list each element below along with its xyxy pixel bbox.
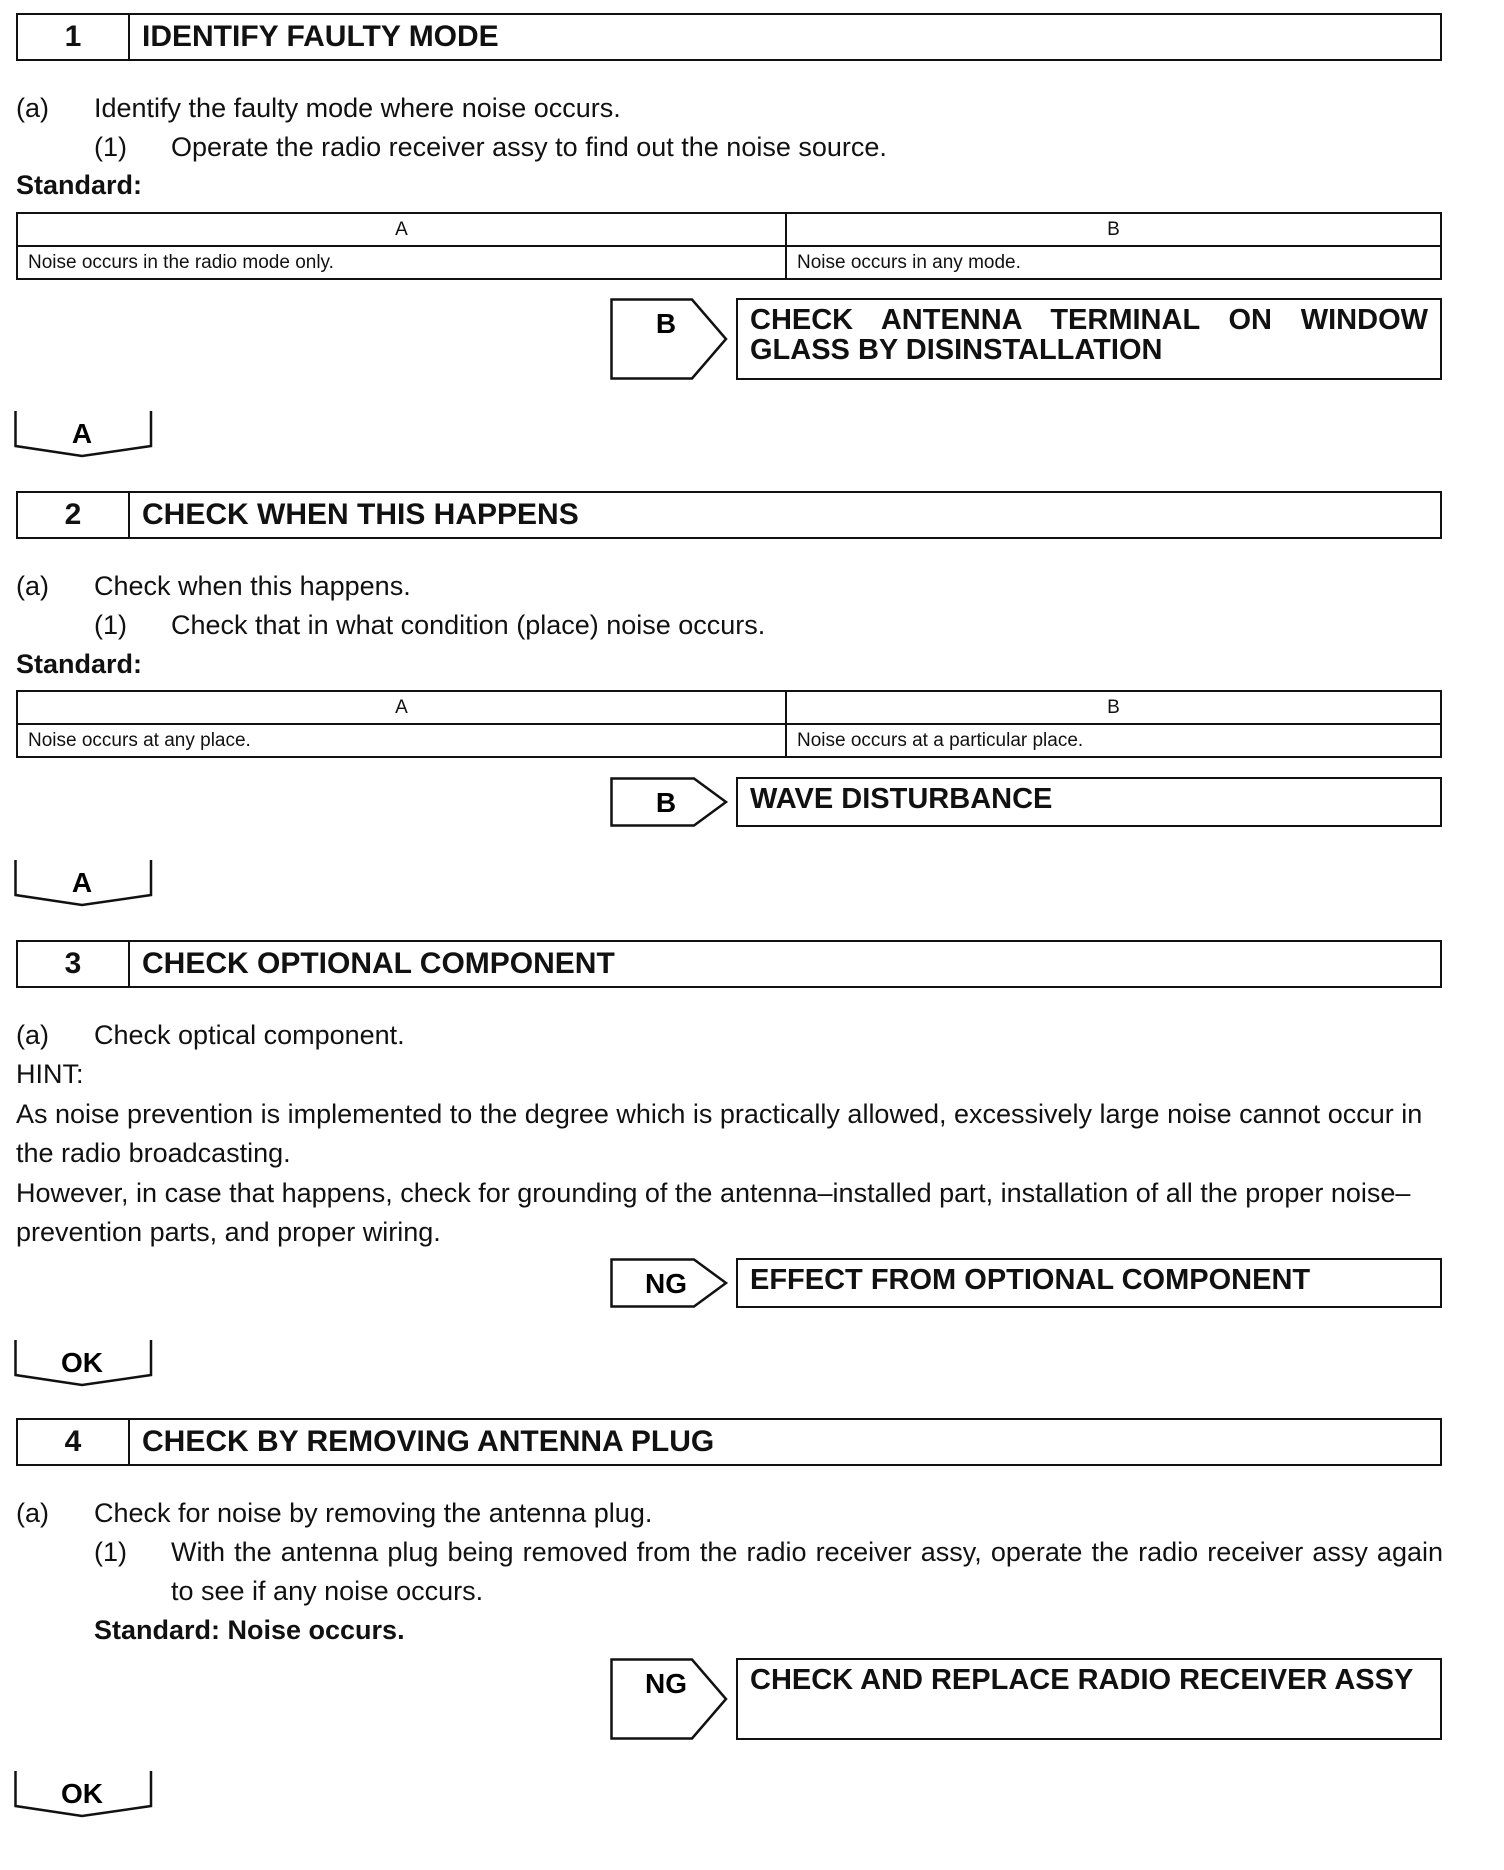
hint-paragraph: As noise prevention is implemented to the degree which is practically allowed, excessively large noise cannot occur in the radio broadcasting. <box>16 1099 1423 1168</box>
next-step-arrow <box>14 1769 154 1819</box>
branch-arrow <box>610 777 730 827</box>
subitem-text: With the antenna plug being removed from the radio receiver assy, operate the radio receiver assy again to see if any noise occurs. <box>171 1537 1443 1606</box>
subitem-label: (1) <box>94 132 127 162</box>
table-header-a: A <box>17 213 786 246</box>
hint-label: HINT: <box>16 1059 84 1089</box>
table-header-b: B <box>786 213 1441 246</box>
branch-result: CHECK AND REPLACE RADIO RECEIVER ASSY <box>736 1658 1442 1740</box>
branch-arrow <box>610 1658 730 1740</box>
branch-arrow <box>610 1258 730 1308</box>
item-text: Check when this happens. <box>94 571 411 601</box>
item-label: (a) <box>16 1020 49 1050</box>
branch-arrow <box>610 298 730 380</box>
branch-label: B <box>655 787 677 818</box>
next-label: A <box>71 418 93 449</box>
table-cell-b: Noise occurs in any mode. <box>786 246 1441 279</box>
table-cell-b: Noise occurs at a particular place. <box>786 724 1441 757</box>
item-text: Check for noise by removing the antenna plug. <box>94 1498 653 1528</box>
subitem-text: Check that in what condition (place) noise occurs. <box>171 610 766 640</box>
item-label: (a) <box>16 1498 49 1528</box>
step-3-header <box>16 940 1442 988</box>
branch-label: NG <box>645 1268 687 1299</box>
standard-table <box>16 212 1442 280</box>
subitem-label: (1) <box>94 1537 127 1567</box>
next-label: OK <box>61 1778 103 1809</box>
standard-table <box>16 690 1442 758</box>
step-1-header <box>16 13 1442 61</box>
branch-label: B <box>655 308 677 339</box>
next-step-arrow <box>14 409 154 459</box>
next-label: A <box>71 867 93 898</box>
next-label: OK <box>61 1347 103 1378</box>
branch-result: EFFECT FROM OPTIONAL COMPONENT <box>736 1258 1442 1308</box>
table-header-b: B <box>786 691 1441 724</box>
step-title: CHECK BY REMOVING ANTENNA PLUG <box>142 1425 715 1458</box>
hint-paragraph: However, in case that happens, check for grounding of the antenna–installed part, installation of all the proper noise–prevention parts, and proper wiring. <box>16 1178 1411 1247</box>
step-title: CHECK WHEN THIS HAPPENS <box>142 498 579 531</box>
branch-result: CHECK ANTENNA TERMINAL ON WINDOW GLASS BY DISINSTALLATION <box>736 298 1442 380</box>
step-4-header <box>16 1418 1442 1466</box>
item-label: (a) <box>16 571 49 601</box>
step-2-header <box>16 491 1442 539</box>
table-cell-a: Noise occurs at any place. <box>17 724 786 757</box>
next-step-arrow <box>14 858 154 908</box>
standard-label: Standard: <box>16 170 143 200</box>
table-header-a: A <box>17 691 786 724</box>
next-step-arrow <box>14 1338 154 1388</box>
step-number: 3 <box>18 942 130 986</box>
step-title: IDENTIFY FAULTY MODE <box>142 20 499 53</box>
step-number: 2 <box>18 493 130 537</box>
branch-result: WAVE DISTURBANCE <box>736 777 1442 827</box>
subitem-text: Operate the radio receiver assy to find out the noise source. <box>171 132 887 162</box>
table-cell-a: Noise occurs in the radio mode only. <box>17 246 786 279</box>
item-label: (a) <box>16 93 49 123</box>
step-number: 4 <box>18 1420 130 1464</box>
item-text: Identify the faulty mode where noise occurs. <box>94 93 621 123</box>
standard-label: Standard: Noise occurs. <box>94 1615 405 1645</box>
step-number: 1 <box>18 15 130 59</box>
standard-label: Standard: <box>16 649 143 679</box>
branch-label: NG <box>645 1668 687 1699</box>
item-text: Check optical component. <box>94 1020 405 1050</box>
subitem-label: (1) <box>94 610 127 640</box>
step-title: CHECK OPTIONAL COMPONENT <box>142 947 615 980</box>
